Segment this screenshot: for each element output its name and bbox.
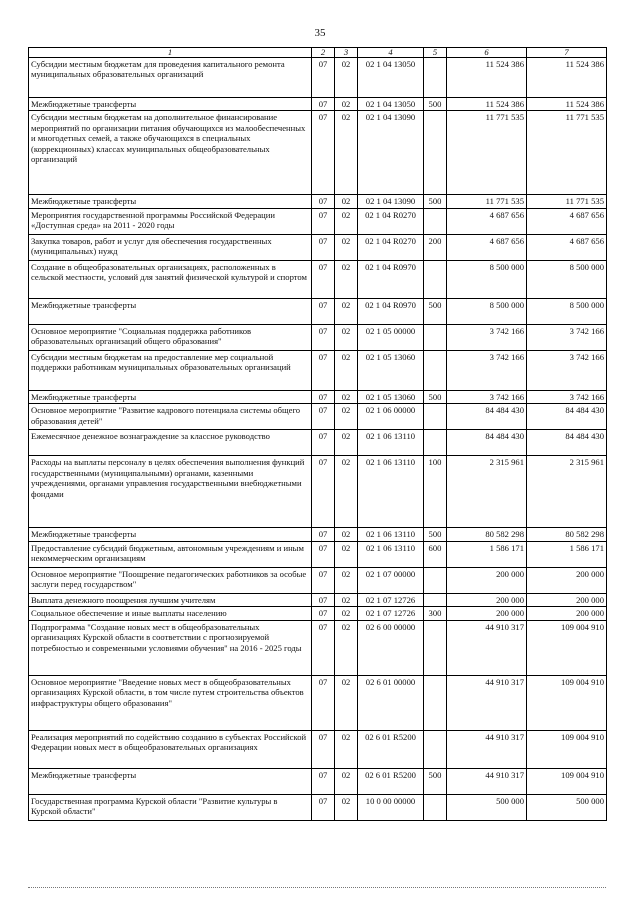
- row-amount-1: 44 910 317: [447, 620, 527, 675]
- row-subsection: 02: [335, 324, 358, 350]
- row-expense-type: 600: [424, 541, 447, 567]
- table-row: [29, 390, 607, 403]
- row-expense-type: [424, 260, 447, 298]
- row-expense-type: [424, 111, 447, 195]
- table-row: [29, 620, 607, 675]
- table-row: [29, 541, 607, 567]
- table-row: [29, 58, 607, 98]
- table-row: [29, 260, 607, 298]
- row-expense-type: [424, 794, 447, 820]
- table-row: [29, 195, 607, 208]
- row-target-article: 02 1 06 13110: [358, 430, 424, 456]
- row-amount-2: 1 586 171: [527, 541, 607, 567]
- row-section: 07: [312, 98, 335, 111]
- row-expense-type: 500: [424, 528, 447, 541]
- row-expense-type: [424, 430, 447, 456]
- row-amount-1: 4 687 656: [447, 234, 527, 260]
- row-section: 07: [312, 111, 335, 195]
- row-section: 07: [312, 234, 335, 260]
- row-target-article: 02 1 04 R0970: [358, 298, 424, 324]
- row-amount-2: 80 582 298: [527, 528, 607, 541]
- row-amount-1: 3 742 166: [447, 324, 527, 350]
- row-amount-2: 11 524 386: [527, 58, 607, 98]
- table-header: [29, 48, 607, 58]
- table-row: [29, 607, 607, 620]
- row-expense-type: 100: [424, 456, 447, 528]
- row-amount-2: 84 484 430: [527, 404, 607, 430]
- row-expense-type: 500: [424, 298, 447, 324]
- row-expense-type: 300: [424, 607, 447, 620]
- row-name: Расходы на выплаты персоналу в целях обеспечения выполнения функций государственными (муниципальными) органами, казенными учреждениями, органами управления государственными внебюджетными фондами: [29, 456, 312, 528]
- row-amount-2: 3 742 166: [527, 350, 607, 390]
- row-subsection: 02: [335, 111, 358, 195]
- row-target-article: 02 1 04 R0270: [358, 208, 424, 234]
- row-subsection: 02: [335, 98, 358, 111]
- header-col-1: 1: [29, 48, 312, 58]
- row-section: 07: [312, 794, 335, 820]
- row-amount-1: 200 000: [447, 607, 527, 620]
- row-name: Подпрограмма "Создание новых мест в общеобразовательных организациях Курской области в соответствии с прогнозируемой потребностью и современными условиями обучения" на 2016 - 2025 годы: [29, 620, 312, 675]
- table-row: [29, 234, 607, 260]
- row-subsection: 02: [335, 768, 358, 794]
- row-amount-2: 200 000: [527, 593, 607, 606]
- row-amount-1: 200 000: [447, 593, 527, 606]
- row-name: Государственная программа Курской области "Развитие культуры в Курской области": [29, 794, 312, 820]
- row-section: 07: [312, 620, 335, 675]
- row-name: Межбюджетные трансферты: [29, 98, 312, 111]
- row-name: Выплата денежного поощрения лучшим учителям: [29, 593, 312, 606]
- row-amount-2: 109 004 910: [527, 730, 607, 768]
- row-target-article: 02 1 05 13060: [358, 350, 424, 390]
- row-amount-2: 11 771 535: [527, 111, 607, 195]
- row-section: 07: [312, 195, 335, 208]
- row-section: 07: [312, 607, 335, 620]
- row-name: Основное мероприятие "Развитие кадрового потенциала системы общего образования детей": [29, 404, 312, 430]
- row-section: 07: [312, 567, 335, 593]
- table-row: [29, 208, 607, 234]
- row-name: Ежемесячное денежное вознаграждение за классное руководство: [29, 430, 312, 456]
- row-name: Межбюджетные трансферты: [29, 390, 312, 403]
- row-target-article: 02 1 05 13060: [358, 390, 424, 403]
- row-amount-1: 3 742 166: [447, 390, 527, 403]
- table-row: [29, 567, 607, 593]
- row-expense-type: 500: [424, 390, 447, 403]
- row-section: 07: [312, 768, 335, 794]
- row-expense-type: [424, 350, 447, 390]
- row-name: Основное мероприятие "Введение новых мест в общеобразовательных организациях Курской области, в том числе путем строительства объектов инфраструктуры общего образования": [29, 675, 312, 730]
- row-name: Межбюджетные трансферты: [29, 768, 312, 794]
- row-amount-1: 44 910 317: [447, 675, 527, 730]
- table-row: [29, 528, 607, 541]
- row-amount-2: 109 004 910: [527, 675, 607, 730]
- table-row: [29, 324, 607, 350]
- row-expense-type: 500: [424, 98, 447, 111]
- row-target-article: 02 1 07 12726: [358, 607, 424, 620]
- row-section: 07: [312, 298, 335, 324]
- row-subsection: 02: [335, 404, 358, 430]
- row-subsection: 02: [335, 208, 358, 234]
- row-target-article: 02 6 01 R5200: [358, 730, 424, 768]
- row-amount-2: 8 500 000: [527, 260, 607, 298]
- row-subsection: 02: [335, 794, 358, 820]
- row-amount-1: 200 000: [447, 567, 527, 593]
- row-name: Закупка товаров, работ и услуг для обеспечения государственных (муниципальных) нужд: [29, 234, 312, 260]
- row-name: Социальное обеспечение и иные выплаты населению: [29, 607, 312, 620]
- row-amount-2: 109 004 910: [527, 768, 607, 794]
- row-subsection: 02: [335, 195, 358, 208]
- row-subsection: 02: [335, 541, 358, 567]
- row-subsection: 02: [335, 593, 358, 606]
- table-row: [29, 675, 607, 730]
- row-target-article: 02 1 04 R0270: [358, 234, 424, 260]
- row-amount-2: 3 742 166: [527, 324, 607, 350]
- row-amount-1: 8 500 000: [447, 260, 527, 298]
- table-row: [29, 456, 607, 528]
- row-amount-1: 4 687 656: [447, 208, 527, 234]
- row-expense-type: 200: [424, 234, 447, 260]
- row-target-article: 02 1 04 13090: [358, 111, 424, 195]
- row-target-article: 02 1 04 13090: [358, 195, 424, 208]
- row-expense-type: [424, 730, 447, 768]
- row-section: 07: [312, 208, 335, 234]
- row-name: Предоставление субсидий бюджетным, автономным учреждениям и иным некоммерческим организациям: [29, 541, 312, 567]
- row-section: 07: [312, 593, 335, 606]
- row-expense-type: 500: [424, 768, 447, 794]
- row-expense-type: [424, 620, 447, 675]
- row-subsection: 02: [335, 730, 358, 768]
- row-expense-type: [424, 675, 447, 730]
- header-row: [29, 48, 607, 58]
- row-name: Межбюджетные трансферты: [29, 195, 312, 208]
- row-amount-2: 3 742 166: [527, 390, 607, 403]
- header-col-5: 5: [424, 48, 447, 58]
- row-subsection: 02: [335, 620, 358, 675]
- budget-table: [28, 47, 607, 821]
- row-amount-2: 11 771 535: [527, 195, 607, 208]
- row-subsection: 02: [335, 607, 358, 620]
- row-expense-type: [424, 593, 447, 606]
- row-target-article: 02 1 07 00000: [358, 567, 424, 593]
- row-amount-1: 11 524 386: [447, 58, 527, 98]
- row-subsection: 02: [335, 528, 358, 541]
- row-amount-1: 11 771 535: [447, 111, 527, 195]
- row-expense-type: [424, 404, 447, 430]
- row-amount-1: 44 910 317: [447, 730, 527, 768]
- table-row: [29, 350, 607, 390]
- row-amount-2: 200 000: [527, 607, 607, 620]
- row-name: Субсидии местным бюджетам на дополнительное финансирование мероприятий по организации питания обучающихся из малообеспеченных и многодетных семей, а также обучающихся в специальных (коррекционных) классах муниципальных общеобразовательных организаций: [29, 111, 312, 195]
- table-row: [29, 794, 607, 820]
- row-section: 07: [312, 730, 335, 768]
- row-target-article: 02 1 07 12726: [358, 593, 424, 606]
- row-target-article: 02 1 06 00000: [358, 404, 424, 430]
- row-amount-2: 4 687 656: [527, 208, 607, 234]
- row-name: Мероприятия государственной программы Российской Федерации «Доступная среда» на 2011 - 2020 годы: [29, 208, 312, 234]
- row-target-article: 02 1 05 00000: [358, 324, 424, 350]
- table-row: [29, 730, 607, 768]
- row-name: Межбюджетные трансферты: [29, 298, 312, 324]
- row-subsection: 02: [335, 234, 358, 260]
- row-amount-2: 109 004 910: [527, 620, 607, 675]
- row-section: 07: [312, 260, 335, 298]
- row-subsection: 02: [335, 675, 358, 730]
- row-subsection: 02: [335, 456, 358, 528]
- row-section: 07: [312, 456, 335, 528]
- row-amount-1: 500 000: [447, 794, 527, 820]
- row-subsection: 02: [335, 260, 358, 298]
- row-amount-1: 8 500 000: [447, 298, 527, 324]
- row-target-article: 02 6 01 00000: [358, 675, 424, 730]
- row-amount-1: 2 315 961: [447, 456, 527, 528]
- row-amount-1: 11 771 535: [447, 195, 527, 208]
- row-subsection: 02: [335, 58, 358, 98]
- footer-divider: [28, 887, 606, 888]
- row-section: 07: [312, 404, 335, 430]
- row-target-article: 02 1 04 R0970: [358, 260, 424, 298]
- table-row: [29, 298, 607, 324]
- row-amount-1: 3 742 166: [447, 350, 527, 390]
- row-expense-type: [424, 58, 447, 98]
- row-amount-2: 84 484 430: [527, 430, 607, 456]
- row-name: Основное мероприятие "Социальная поддержка работников образовательных организаций общего образования": [29, 324, 312, 350]
- row-section: 07: [312, 430, 335, 456]
- row-section: 07: [312, 58, 335, 98]
- header-col-4: 4: [358, 48, 424, 58]
- row-amount-1: 84 484 430: [447, 430, 527, 456]
- row-expense-type: [424, 324, 447, 350]
- row-amount-2: 4 687 656: [527, 234, 607, 260]
- row-expense-type: [424, 567, 447, 593]
- row-target-article: 02 6 00 00000: [358, 620, 424, 675]
- row-target-article: 02 1 04 13050: [358, 58, 424, 98]
- row-section: 07: [312, 350, 335, 390]
- row-section: 07: [312, 324, 335, 350]
- header-col-3: 3: [335, 48, 358, 58]
- row-expense-type: 500: [424, 195, 447, 208]
- table-body: [29, 58, 607, 821]
- row-amount-1: 80 582 298: [447, 528, 527, 541]
- header-col-6: 6: [447, 48, 527, 58]
- row-name: Создание в общеобразовательных организациях, расположенных в сельской местности, условий для занятий физической культурой и спортом: [29, 260, 312, 298]
- row-amount-1: 1 586 171: [447, 541, 527, 567]
- page-number: 35: [314, 27, 326, 39]
- row-amount-2: 200 000: [527, 567, 607, 593]
- table-row: [29, 593, 607, 606]
- row-target-article: 10 0 00 00000: [358, 794, 424, 820]
- row-target-article: 02 1 04 13050: [358, 98, 424, 111]
- row-amount-2: 2 315 961: [527, 456, 607, 528]
- row-amount-2: 8 500 000: [527, 298, 607, 324]
- row-section: 07: [312, 528, 335, 541]
- row-target-article: 02 1 06 13110: [358, 541, 424, 567]
- row-name: Субсидии местным бюджетам на предоставление мер социальной поддержки работникам муниципальных образовательных организаций: [29, 350, 312, 390]
- row-subsection: 02: [335, 390, 358, 403]
- row-name: Субсидии местным бюджетам для проведения капитального ремонта муниципальных образовательных организаций: [29, 58, 312, 98]
- row-amount-1: 44 910 317: [447, 768, 527, 794]
- row-amount-1: 84 484 430: [447, 404, 527, 430]
- row-section: 07: [312, 541, 335, 567]
- row-subsection: 02: [335, 567, 358, 593]
- row-expense-type: [424, 208, 447, 234]
- header-col-2: 2: [312, 48, 335, 58]
- row-name: Межбюджетные трансферты: [29, 528, 312, 541]
- table-row: [29, 404, 607, 430]
- row-target-article: 02 6 01 R5200: [358, 768, 424, 794]
- row-section: 07: [312, 390, 335, 403]
- row-subsection: 02: [335, 350, 358, 390]
- row-subsection: 02: [335, 298, 358, 324]
- table-row: [29, 430, 607, 456]
- header-col-7: 7: [527, 48, 607, 58]
- row-target-article: 02 1 06 13110: [358, 456, 424, 528]
- row-amount-2: 11 524 386: [527, 98, 607, 111]
- row-target-article: 02 1 06 13110: [358, 528, 424, 541]
- table-row: [29, 111, 607, 195]
- row-subsection: 02: [335, 430, 358, 456]
- row-amount-1: 11 524 386: [447, 98, 527, 111]
- table-row: [29, 98, 607, 111]
- row-section: 07: [312, 675, 335, 730]
- row-amount-2: 500 000: [527, 794, 607, 820]
- table-row: [29, 768, 607, 794]
- row-name: Реализация мероприятий по содействию созданию в субъектах Российской Федерации новых мест в общеобразовательных организациях: [29, 730, 312, 768]
- row-name: Основное мероприятие "Поощрение педагогических работников за особые заслуги перед государством": [29, 567, 312, 593]
